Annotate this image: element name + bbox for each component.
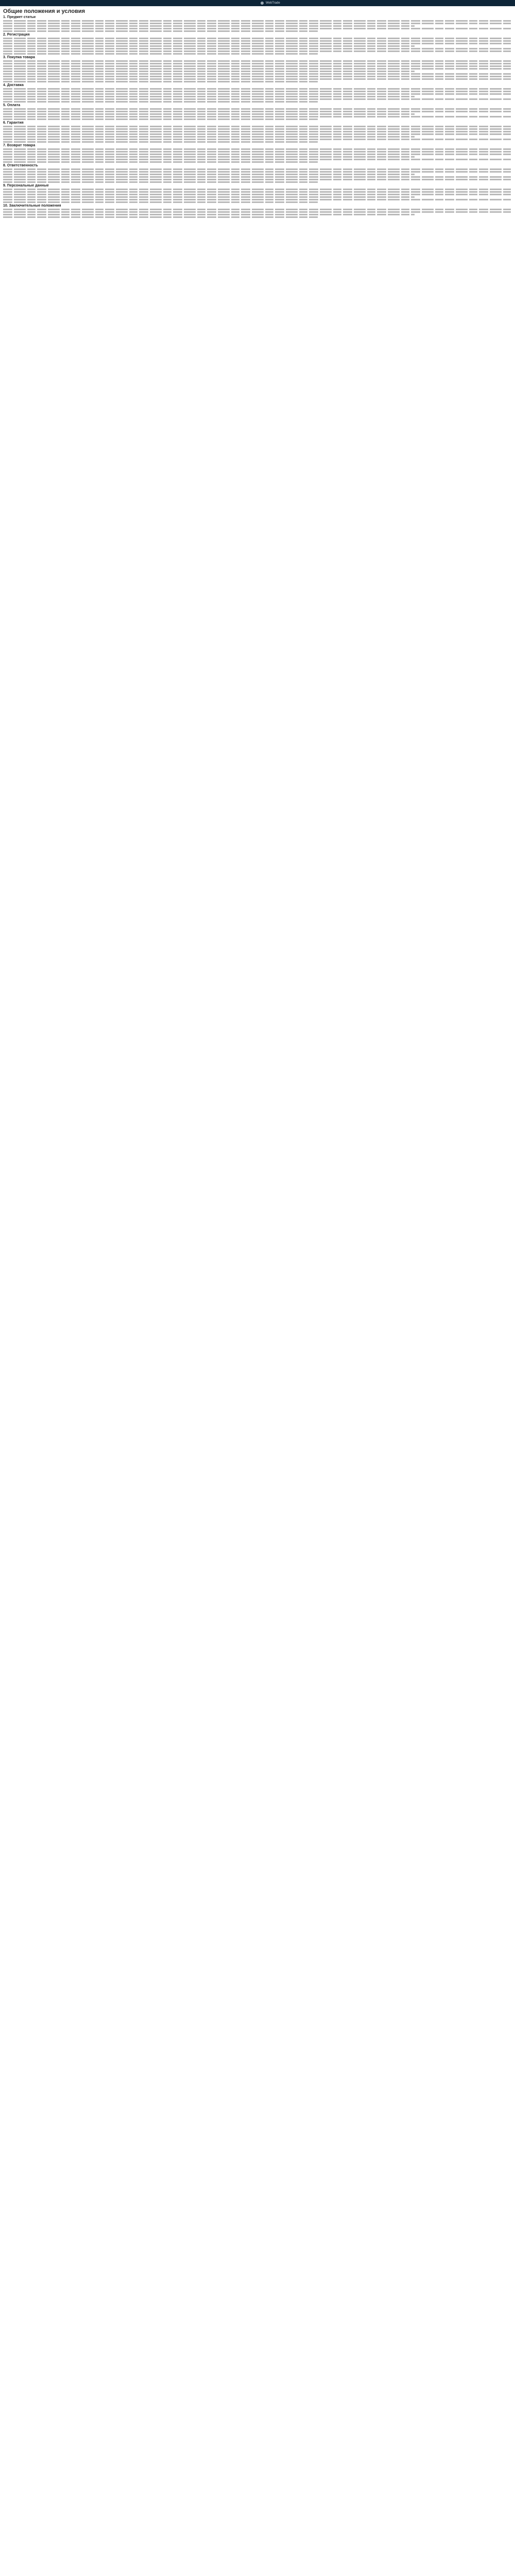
section-heading: 9. Персональные данные	[3, 184, 49, 188]
section-heading: 1. Предмет статьи	[3, 15, 36, 19]
section-text-placeholder	[3, 60, 511, 82]
section-heading: 4. Доставка	[3, 83, 24, 87]
top-navbar	[0, 0, 515, 6]
logo-mark-icon	[261, 2, 264, 5]
site-name: WebTrade	[266, 2, 280, 5]
section-4	[3, 83, 511, 103]
section-heading: 5. Оплата	[3, 104, 21, 107]
section-heading: 6. Гарантия	[3, 121, 24, 125]
section-heading: 3. Покупка товара	[3, 56, 35, 59]
section-7	[3, 144, 511, 163]
section-3	[3, 56, 511, 82]
section-text-placeholder	[3, 20, 511, 32]
section-6	[3, 121, 511, 143]
section-heading: 2. Регистрация	[3, 33, 30, 37]
section-text-placeholder	[3, 189, 511, 203]
section-8	[3, 164, 511, 183]
section-text-placeholder	[3, 148, 511, 163]
section-heading: 7. Возврат товара	[3, 144, 36, 147]
section-1	[3, 15, 511, 32]
section-text-placeholder	[3, 209, 511, 218]
section-10	[3, 204, 511, 218]
site-logo[interactable]	[261, 1, 307, 5]
section-heading: 10. Заключительные положения	[3, 204, 61, 208]
section-5	[3, 104, 511, 120]
section-text-placeholder	[3, 38, 511, 55]
section-2	[3, 33, 511, 55]
page-title: Общие положения и условия	[3, 8, 85, 14]
section-heading: 8. Ответственность	[3, 164, 38, 167]
section-text-placeholder	[3, 126, 511, 143]
section-text-placeholder	[3, 168, 511, 183]
section-text-placeholder	[3, 88, 511, 103]
section-9	[3, 184, 511, 203]
document-body	[3, 7, 511, 219]
section-text-placeholder	[3, 108, 511, 120]
